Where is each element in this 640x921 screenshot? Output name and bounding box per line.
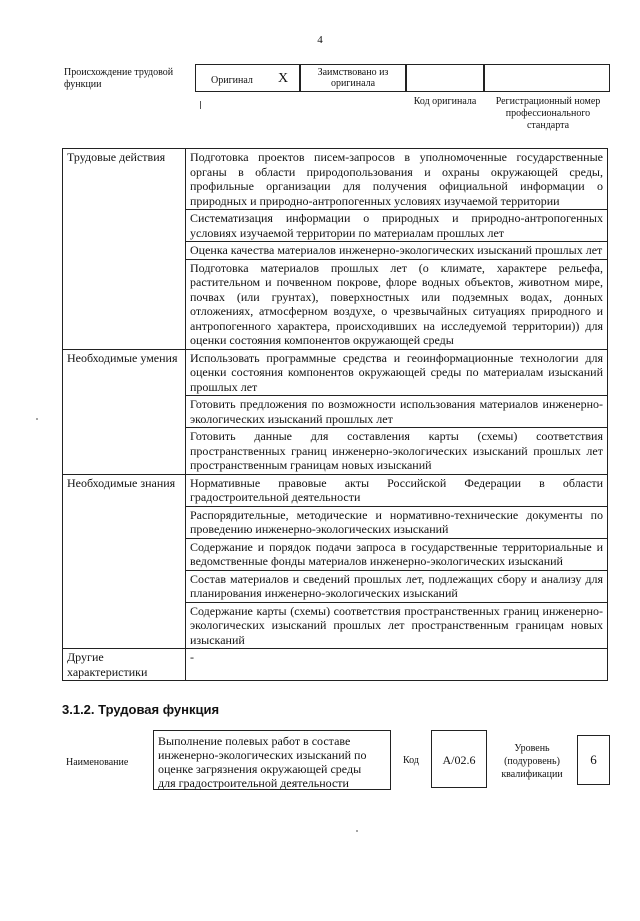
origin-borrowed-text: Заимствовано из оригинала [317,67,389,89]
origin-code-cell [406,64,484,92]
row-label: Трудовые действия [63,149,186,350]
table-cell: Готовить данные для составления карты (схемы) соответствия пространственных границ инженерно-экологических изысканий прошлых лет пространственным границам новых изысканий [186,428,608,475]
table-cell: Использовать программные средства и геоинформационные технологии для оценки состояния компонентов окружающей среды по материалам изысканий прошлых лет [186,349,608,396]
row-label: Необходимые умения [63,349,186,474]
code-label: Код [403,755,419,766]
section-title: 3.1.2. Трудовая функция [62,702,220,717]
table-row [63,349,608,396]
table-row [63,649,608,681]
table-cell: Распорядительные, методические и нормативно-технические документы по проведению инженерно-экологических изысканий [186,506,608,538]
origin-original-text: Оригинал [211,75,253,86]
level-label: Уровень (подуровень) квалификации [501,743,563,780]
table-cell: Систематизация информации о природных и природно-антропогенных условиях изучаемой территории по материалам прошлых лет [186,210,608,242]
table-cell: Готовить предложения по возможности использования материалов инженерно-экологических изысканий прошлых лет [186,396,608,428]
labor-function-table [62,148,608,681]
scan-speck [356,830,358,832]
function-name-line: оценке загрязнения окружающей среды [158,762,362,776]
scan-speck [36,418,38,420]
origin-mark: X [278,71,289,86]
table-row [63,474,608,506]
function-name-box [153,730,391,790]
row-label: Необходимые знания [63,474,186,649]
table-cell: Подготовка проектов писем-запросов в уполномоченные государственные органы в области природопользования и охраны окружающей среды, профильные организации для получения официальной информации о природных и природно-антропогенных условиях изучаемой территории [186,149,608,210]
table-cell: Подготовка материалов прошлых лет (о климате, характере рельефа, растительном и почвенном покрове, флоре водных объектов, животном мире, почвах (или грунтах), поверхностных или подземных водах, донных отложениях, атмосферном воздухе, о чрезвычайных ситуациях природного и антропогенного характера, происходивших на исследуемой территории)) для оценки состояния компонентов окружающей среды [186,259,608,349]
origin-reg-cell [484,64,610,92]
table-cell: Оценка качества материалов инженерно-экологических изысканий прошлых лет [186,242,608,260]
page-number: 4 [317,34,323,46]
origin-reg-caption: Регистрационный номер профессионального стандарта [495,96,601,131]
table-cell: Содержание и порядок подачи запроса в государственные территориальные и ведомственные фонды материалов инженерно-экологических изысканий [186,538,608,570]
origin-label: Происхождение трудовой функции [64,67,174,90]
table-row [63,149,608,210]
function-name-line: для градостроительной деятельности [158,776,349,790]
function-name-line: инженерно-экологических изысканий по [158,748,367,762]
code-value: A/02.6 [431,730,487,788]
table-cell: Состав материалов и сведений прошлых лет, подлежащих сбору и анализу для планирования инженерно-экологических изысканий [186,570,608,602]
row-label: Другие характеристики [63,649,186,681]
scan-mark [200,101,201,109]
origin-code-caption: Код оригинала [413,96,477,107]
table-cell: Нормативные правовые акты Российской Федерации в области градостроительной деятельности [186,474,608,506]
name-label: Наименование [66,757,129,768]
function-name-line: Выполнение полевых работ в составе [158,734,351,748]
level-value: 6 [577,735,610,785]
table-cell: Содержание карты (схемы) соответствия пространственных границ инженерно-экологических изысканий прошлых лет пространственным границам новых изысканий [186,602,608,649]
table-cell: - [186,649,608,681]
